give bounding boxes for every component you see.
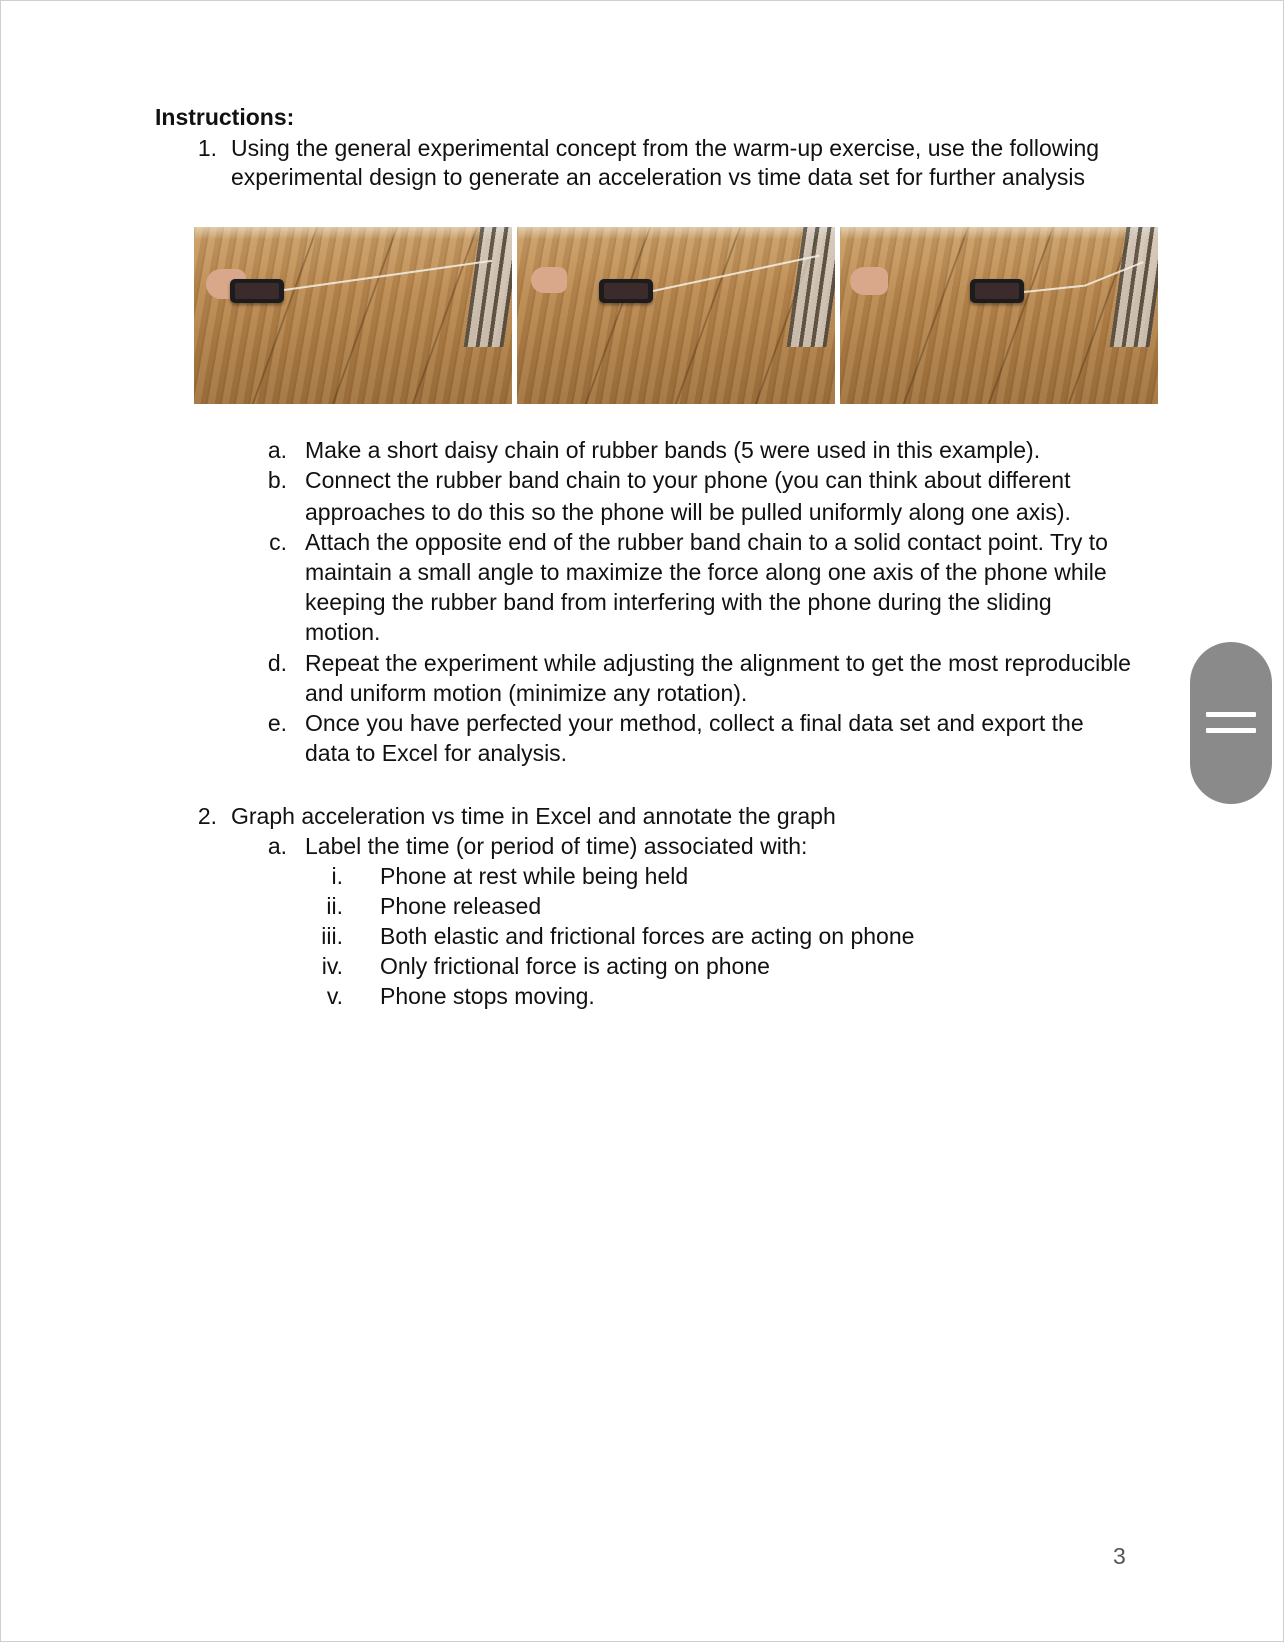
- substep-1c-line-3: keeping the rubber band from interfering with the phone during the sliding: [305, 589, 1052, 615]
- substep-1d-line-1: Repeat the experiment while adjusting the alignment to get the most reproducible: [305, 650, 1131, 676]
- step-1-text-line-1: Using the general experimental concept from the warm-up exercise, use the following: [231, 135, 1100, 161]
- substep-1c-line-1: Attach the opposite end of the rubber band chain to a solid contact point. Try to: [305, 529, 1108, 555]
- step-2-text-line-1: Graph acceleration vs time in Excel and annotate the graph: [231, 803, 836, 829]
- substep-1a-marker: a.: [267, 437, 287, 463]
- item-iii-text: Both elastic and frictional forces are acting on phone: [380, 923, 915, 949]
- item-ii-text: Phone released: [380, 893, 542, 919]
- substep-1e-line-2: data to Excel for analysis.: [305, 740, 568, 766]
- substep-1c-marker: c.: [269, 529, 287, 555]
- substep-1c-line-2: maintain a small angle to maximize the force along one axis of the phone while: [305, 559, 1107, 585]
- experiment-photo-2: [517, 227, 835, 404]
- substep-1e-line-1: Once you have perfected your method, collect a final data set and export the: [305, 710, 1084, 736]
- item-v-marker: v.: [326, 983, 343, 1009]
- substep-1b-line-1: Connect the rubber band chain to your phone (you can think about different: [305, 467, 1071, 493]
- substep-1a-line-1: Make a short daisy chain of rubber bands (5 were used in this example).: [305, 437, 1041, 463]
- experiment-photo-1: [194, 227, 512, 404]
- page-number: 3: [1113, 1543, 1126, 1569]
- experiment-photo-3: [840, 227, 1158, 404]
- substep-2a-marker: a.: [267, 833, 287, 859]
- item-v-text: Phone stops moving.: [380, 983, 595, 1009]
- substep-1b-marker: b.: [267, 467, 287, 493]
- step-1-text-line-2: experimental design to generate an acceleration vs time data set for further analysis: [231, 164, 1086, 190]
- item-i-marker: i.: [331, 863, 343, 889]
- substep-1d-marker: d.: [267, 650, 287, 676]
- step-1-number: 1.: [197, 135, 217, 161]
- substep-1e-marker: e.: [267, 710, 287, 736]
- handle-grip-icon: [1206, 712, 1256, 717]
- item-iii-marker: iii.: [321, 923, 343, 949]
- item-i-text: Phone at rest while being held: [380, 863, 689, 889]
- item-iv-marker: iv.: [321, 953, 343, 979]
- substep-1c-line-4: motion.: [305, 619, 381, 645]
- substep-2a-line-1: Label the time (or period of time) associated with:: [305, 833, 808, 859]
- substep-1b-line-2: approaches to do this so the phone will be pulled uniformly along one axis).: [305, 499, 1071, 525]
- scroll-handle[interactable]: [1190, 642, 1272, 804]
- handle-grip-icon: [1206, 728, 1256, 733]
- step-2-number: 2.: [197, 803, 217, 829]
- item-ii-marker: ii.: [326, 893, 343, 919]
- instructions-heading: Instructions:: [155, 104, 295, 130]
- substep-1d-line-2: and uniform motion (minimize any rotation).: [305, 680, 748, 706]
- item-iv-text: Only frictional force is acting on phone: [380, 953, 770, 979]
